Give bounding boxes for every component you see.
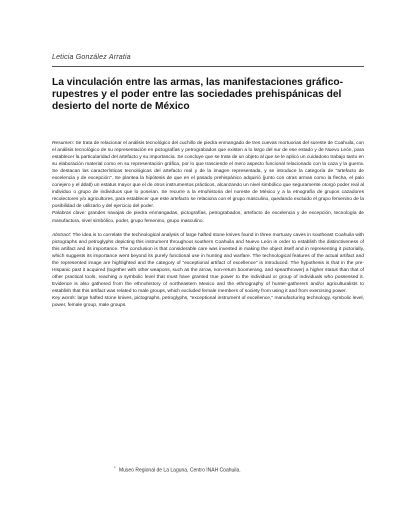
abstract-paragraph: [52, 232, 364, 295]
resumen-paragraph: [52, 140, 364, 210]
abstract-label: Abstract:: [52, 232, 72, 238]
resumen-text: Se trata de relacionar el análisis tecnológico del cuchillo de piedra enmangado de tres cuevas mortuorias del sureste de Coahuila, con el análisis tecnológico de su representación en pictografías y petrograbados que existen a lo largo del sur de ese estado y de Nuevo León, para establecer la particularidad del artefacto y su importancia. Se concluye que se trata de un objeto al que se le aplicó un cuidadoso trabajo tanto en su elaboración material como en su representación gráfica, por lo que trasciende el mero aspecto funcional relacionado con la caza y la guerra. Se destacan las características tecnológicas del artefacto real y de la imagen representada, y se introduce la categoría de "artefacto de excelencia y de excepción". Se plantea la hipótesis de que en el pasado prehispánico adquirió (junto con otras armas como la flecha, el palo conejero y el átlatl) un estatus mayor que el de otros instrumentos prácticos, alcanzando un nivel simbólico que seguramente otorgó poder real al individuo o grupo de individuos que lo poseían. Se recurre a la etnohistoria del noreste de México y a la etnografía de grupos cazadores recolectores y/o agricultores, para establecer que este artefacto se relaciona con el grupo masculino, quedando excluido el grupo femenino de la posibilidad de utilizarlo y del ejercicio del poder.: [52, 141, 364, 210]
affiliation-footnote: [114, 465, 241, 474]
palabras-clave-paragraph: [52, 210, 364, 224]
key-words-text: large hafted stone knives, pictographs, petroglyphs, "exceptional instrument of excellence," manufacturing technology, symbolic level, power, female group, male groups.: [52, 295, 364, 309]
section-gap: [52, 225, 364, 232]
footnote-text: Museo Regional de La Laguna, Centro INAH Coahuila.: [118, 467, 241, 474]
resumen-label: Resumen:: [52, 141, 75, 146]
footnote-marker: *: [114, 465, 116, 470]
author-name: Leticia González Arratia: [52, 54, 131, 61]
key-words-label: Key words:: [52, 295, 77, 301]
palabras-clave-label: Palabras clave:: [52, 211, 86, 217]
abstract-text: The idea is to correlate the technological analysis of large hafted stone knives found in three mortuary caves in southeast Coahuila with pictographs and petroglyphs depicting this instrument throughout southern Coahuila and Nuevo León in order to establish the distinctiveness of this artifact and its importance. The conclusion is that considerable care was invested in making the object itself and in representing it pictorially, which suggests its importance went beyond its purely functional use in hunting and warfare. The technological features of the actual artifact and the represented image are highlighted and the category of "exceptional artifact of excellence" is introduced. The hypothesis is that in the pre-Hispanic past it acquired (together with other weapons, such as the arrow, non-return boomerang, and spearthrower) a higher status than that of other practical tools, reaching a symbolic level that must have granted true power to the individual or group of individuals who possessed it. Evidence is also gathered from the ethnohistory of northeastern Mexico and the ethnography of hunter-gatherers and/or agriculturalists to establish that this artifact was related to male groups, which excluded female members of society from using it and from exercising power.: [52, 232, 365, 294]
palabras-clave-text: grandes navajas de piedra enmangadas, pictografías, petrograbados, artefacto de excelencia y de excepción, tecnología de manufactura, nivel simbólico, poder, grupo femenino, grupo masculino.: [52, 211, 365, 224]
key-words-paragraph: [52, 295, 364, 309]
article-title: La vinculación entre las armas, las manifestaciones gráfico-rupestres y el poder entre las sociedades prehispánicas del desierto del norte de México: [52, 77, 344, 113]
author-divider: [52, 66, 364, 67]
article-body: [52, 140, 364, 309]
